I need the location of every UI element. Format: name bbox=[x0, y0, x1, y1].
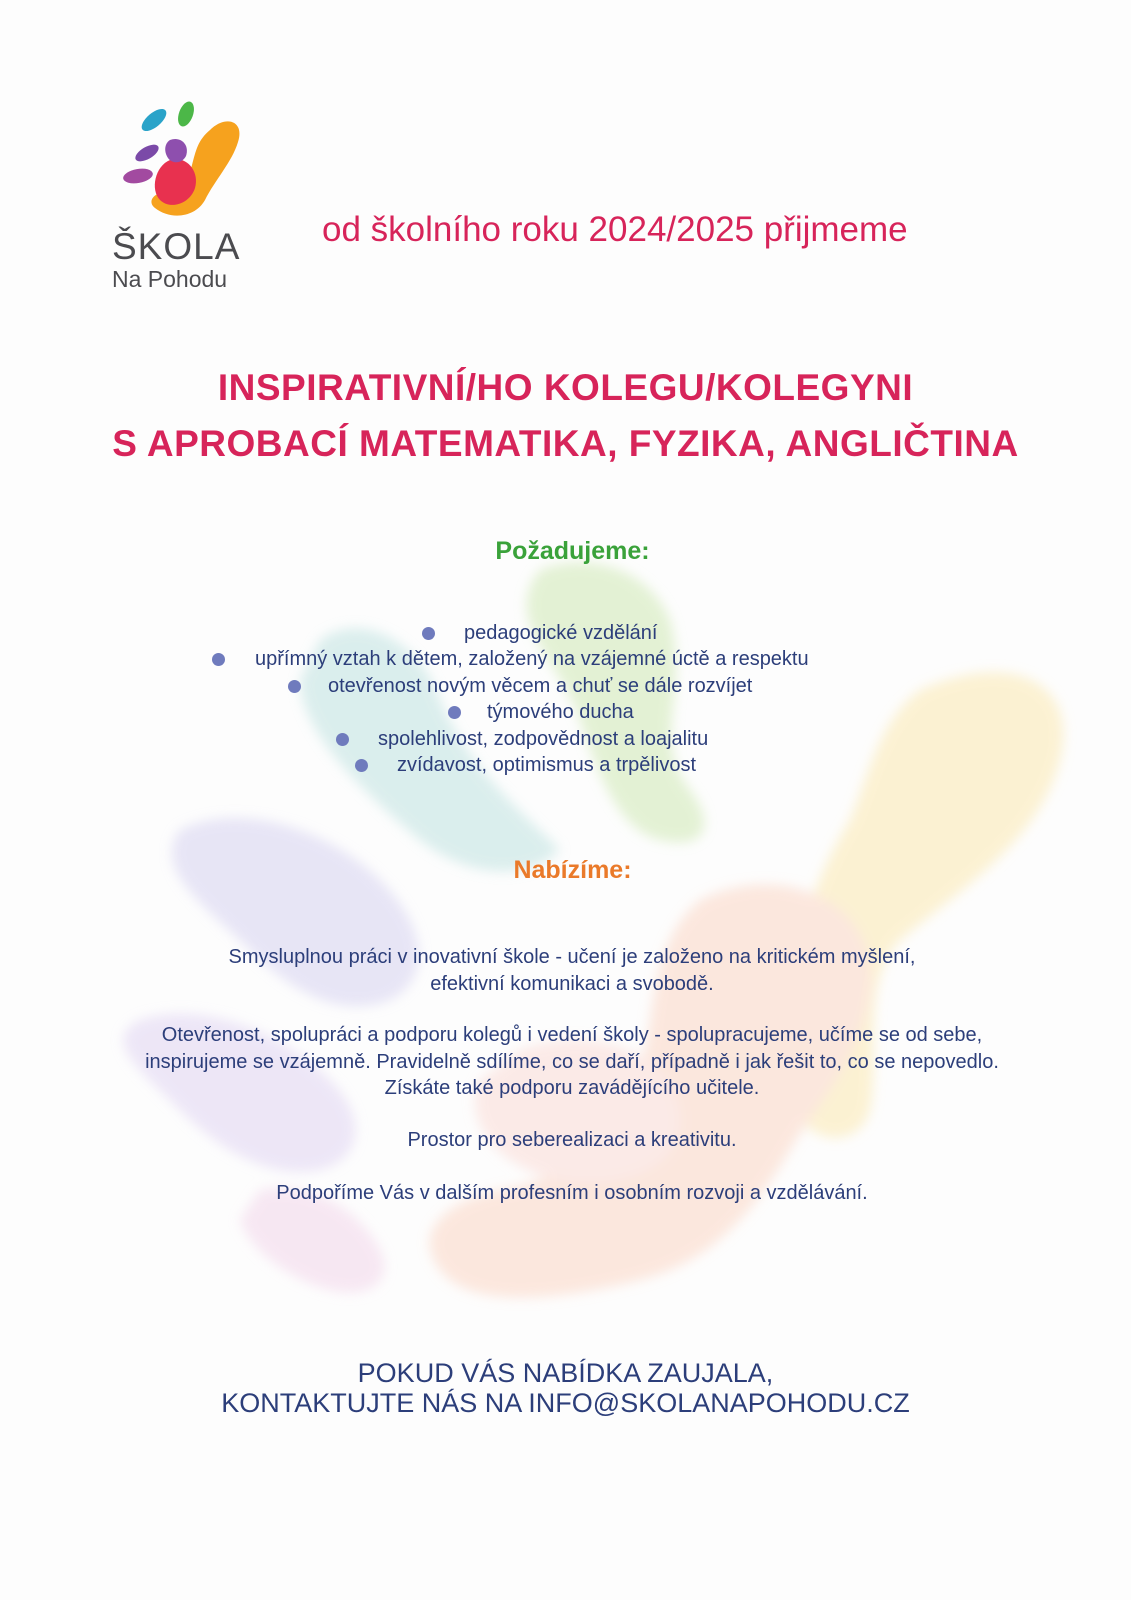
contact-callout bbox=[0, 1358, 1131, 1418]
offer-paragraph bbox=[70, 944, 1074, 997]
requirements-heading: Požadujeme: bbox=[495, 537, 650, 565]
contact-line-1: POKUD VÁS NABÍDKA ZAUJALA, bbox=[357, 1358, 774, 1388]
offer-line: Podpoříme Vás v dalším profesním i osobním rozvoji a vzdělávání. bbox=[276, 1182, 868, 1204]
requirement-text: zvídavost, optimismus a trpělivost bbox=[397, 753, 696, 776]
bullet-icon bbox=[336, 733, 349, 746]
headline-line-2: S APROBACÍ MATEMATIKA, FYZIKA, ANGLIČTINA bbox=[112, 423, 1019, 464]
offer-line: Prostor pro seberealizaci a kreativitu. bbox=[407, 1129, 737, 1151]
requirement-text: pedagogické vzdělání bbox=[464, 622, 658, 644]
hand-logo-icon bbox=[110, 100, 250, 225]
bullet-icon bbox=[355, 759, 368, 772]
bullet-icon bbox=[212, 653, 225, 666]
job-headline bbox=[40, 360, 1091, 472]
offer-line: Smysluplnou práci v inovativní škole - učení je založeno na kritickém myšlení, bbox=[228, 946, 916, 968]
offer-line: Otevřenost, spolupráci a podporu kolegů i vedení školy - spolupracujeme, učíme se od sebe, bbox=[161, 1024, 983, 1046]
requirement-item bbox=[0, 673, 1131, 699]
offer-line: inspirujeme se vzájemně. Pravidelně sdílíme, co se daří, případně i jak řešit to, co se nepovedlo. bbox=[145, 1050, 999, 1073]
requirement-item bbox=[0, 752, 1131, 778]
requirement-text: upřímný vztah k dětem, založený na vzájemné úctě a respektu bbox=[255, 648, 809, 671]
requirement-text: týmového ducha bbox=[487, 701, 634, 724]
requirement-text: otevřenost novým věcem a chuť se dále rozvíjet bbox=[328, 674, 753, 697]
offer-paragraph bbox=[40, 1022, 1104, 1102]
requirement-text: spolehlivost, zodpovědnost a loajalitu bbox=[378, 727, 709, 750]
requirement-item bbox=[0, 726, 1131, 752]
requirement-item bbox=[0, 620, 1131, 646]
tagline: od školního roku 2024/2025 přijmeme bbox=[322, 210, 908, 249]
logo-name: ŠKOLA bbox=[112, 226, 241, 267]
offer-paragraph bbox=[70, 1180, 1074, 1207]
offers-heading: Nabízíme: bbox=[513, 856, 632, 884]
requirements-list bbox=[0, 620, 1131, 778]
offer-paragraph bbox=[70, 1127, 1074, 1154]
offer-line: efektivní komunikaci a svobodě. bbox=[430, 972, 714, 995]
logo-subtitle: Na Pohodu bbox=[112, 266, 228, 292]
offer-line: Získáte také podporu zavádějícího učitele. bbox=[384, 1077, 760, 1099]
headline-line-1: INSPIRATIVNÍ/HO KOLEGU/KOLEGYNI bbox=[217, 367, 914, 408]
bullet-icon bbox=[288, 680, 301, 693]
school-logo bbox=[110, 100, 270, 300]
bullet-icon bbox=[448, 706, 461, 719]
requirement-item bbox=[0, 646, 1131, 672]
bullet-icon bbox=[422, 627, 435, 640]
requirement-item bbox=[0, 699, 1131, 725]
contact-line-2: KONTAKTUJTE NÁS NA INFO@SKOLANAPOHODU.CZ bbox=[221, 1388, 910, 1418]
